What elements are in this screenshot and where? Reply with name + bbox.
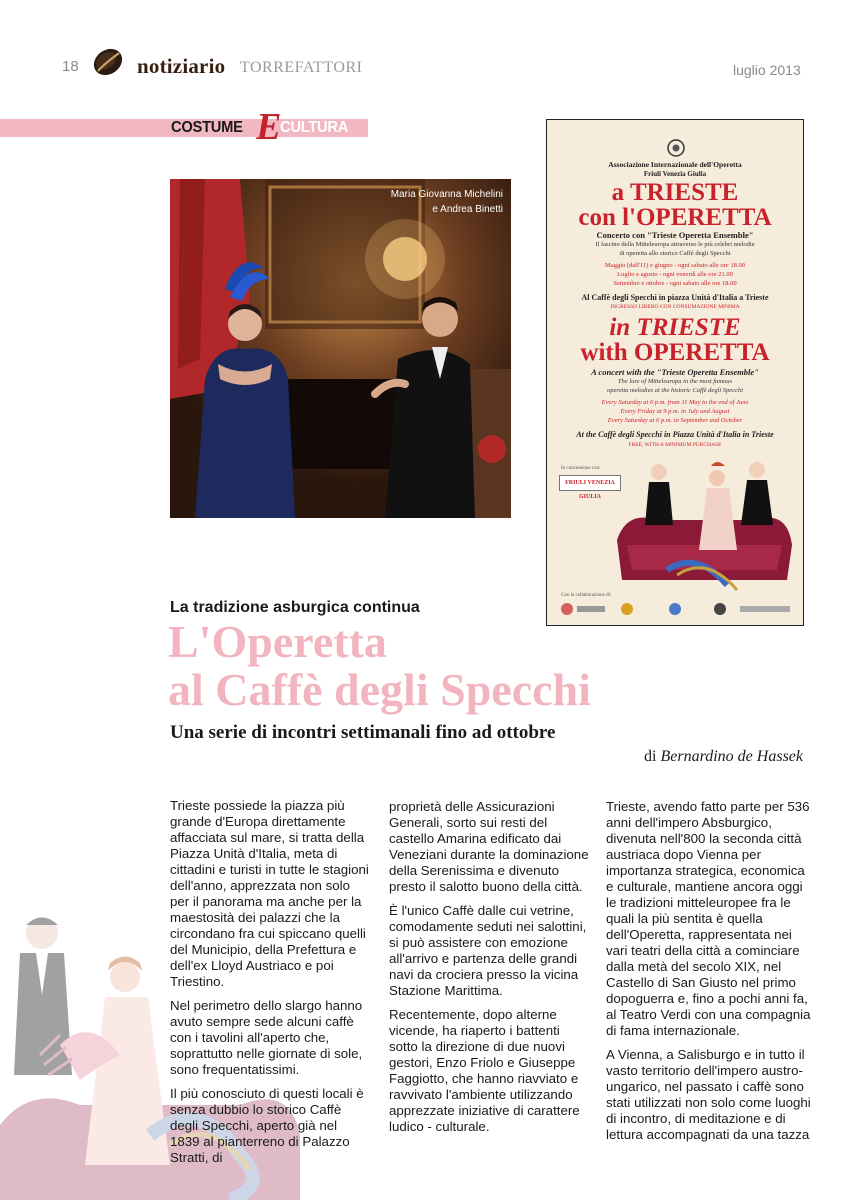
poster-it-text-2: di operetta allo storico Caffè degli Specchi: [619, 250, 731, 257]
poster-en-text-2: operetta melodies at the historic Caffè degli Specchi: [606, 387, 744, 394]
byline-author: Bernardino de Hassek: [660, 748, 803, 765]
singers-photo: [170, 179, 511, 518]
poster-en-title-1: in TRIESTE: [609, 314, 741, 341]
poster-art-deco-illustration: [607, 450, 797, 595]
byline-prefix: di: [644, 748, 657, 765]
poster-it-title-2: con l'OPERETTA: [578, 204, 772, 231]
poster-en-date-1: Every Saturday at 6 p.m. from 11 May to the end of June: [601, 399, 749, 406]
poster-region-logo: FRIULI VENEZIA GIULIA: [559, 475, 621, 491]
poster-it-title-1: a TRIESTE: [611, 179, 739, 206]
article-subtitle: Una serie di incontri settimanali fino ad ottobre: [170, 722, 556, 743]
caption-line-1: Maria Giovanna Michelini: [390, 189, 503, 200]
poster-it-location: Al Caffè degli Specchi in piazza Unità d'Italia a Trieste: [581, 293, 769, 302]
paragraph: Trieste, avendo fatto parte per 536 anni dell'impero Absburgico, divenuta nell'800 la seconda città austriaca dopo Vienna per importanza strategica, economica e culturale, mantiene ancora oggi le tradizioni mitteleuropee fra le quali la più sentita è quella dell'Operetta, rappresentata nei vari teatri della città a cominciare dalla metà del secolo XIX, nel Castello di San Giusto nel primo dopoguerra e, fino a pochi anni fa, al Teatro Verdi con una compagnia di fama internazionale.: [606, 799, 811, 1038]
article-title-line-2: al Caffè degli Specchi: [168, 664, 591, 715]
paragraph: Nel perimetro dello slargo hanno avuto sempre sede alcuni caffè con i tavolini all'aperto che, soprattutto nelle giornate di sole, sono frequentatissimi.: [170, 998, 363, 1077]
article-byline: [644, 748, 803, 766]
poster-en-entry: FREE, WITH A MINIMUM PURCHASE: [628, 442, 722, 448]
section-label-e: E: [256, 106, 282, 148]
poster-en-date-3: Every Saturday at 6 p.m. in September and October: [607, 417, 743, 424]
poster-en-text-1: The lure of Mitteleuropa in the most famous: [617, 378, 733, 385]
issue-date: luglio 2013: [733, 62, 801, 78]
photo-caption: [391, 187, 503, 217]
section-label-cultura: CULTURA: [280, 119, 349, 136]
paragraph: Recentemente, dopo alterne vicende, ha riaperto i battenti sotto la direzione di due nuovi gestori, Enzo Friolo e Giuseppe Faggiotto, che hanno riavviato e ravvivato l'ambiente utilizzando apprezzate iniziative di carattere ludico - culturale.: [389, 1007, 580, 1134]
page-number: 18: [62, 58, 79, 75]
article-title-line-1: L'Operetta: [168, 616, 387, 667]
article-column-1: [170, 798, 370, 1174]
poster-concession-label: In concessione con:: [561, 466, 601, 471]
paragraph: Il più conosciuto di questi locali è senza dubbio lo storico Caffè degli Specchi, aperto già nel 1839 al pianterreno di Palazzo Stratti, di: [170, 1086, 364, 1165]
article-kicker: La tradizione asburgica continua: [170, 599, 420, 616]
paragraph: A Vienna, a Salisburgo e in tutto il vasto territorio dell'impero austro-ungarico, nel passato i caffè sono stati utilizzati non solo come luoghi di incontro, di meditazione e di lettura accompagnati da una tazza: [606, 1047, 811, 1142]
coffee-bean-icon: [90, 46, 126, 78]
poster-sponsor-logos: [555, 600, 795, 618]
poster-it-date-3: Settembre e ottobre - ogni sabato alle ore 18.00: [613, 280, 737, 287]
poster-org-line-2: Friuli Venezia Giulia: [643, 170, 707, 178]
poster-en-date-2: Every Friday at 9 p.m. in July and August: [620, 408, 730, 415]
poster-en-location: At the Caffè degli Specchi in Piazza Unità d'Italia in Trieste: [576, 430, 774, 439]
caption-line-2: e Andrea Binetti: [432, 204, 503, 215]
poster-it-entry: INGRESSO LIBERO CON CONSUMAZIONE MINIMA: [610, 304, 740, 310]
article-column-3: [606, 799, 811, 1151]
paragraph: È l'unico Caffè dalle cui vetrine, comodamente seduti nei salottini, si può assistere con emozione all'arrivo e partenza delle grandi navi da crociera presso la vicina Stazione Marittima.: [389, 903, 587, 998]
paragraph: Trieste possiede la piazza più grande d'Europa direttamente affacciata sul mare, si tratta della Piazza Unità d'Italia, meta di cittadini e turisti in tutte le stagioni dell'anno, apprezzata non solo per il panorama ma anche per la maestosità dei palazzi che la circondano fra cui spiccano quelli del Municipio, della Prefettura e dell'ex Lloyd Austriaco e poi Triestino.: [170, 798, 369, 989]
article-column-2: [389, 799, 589, 1143]
brand-subtitle: TORREFATTORI: [240, 59, 363, 76]
paragraph: proprietà delle Assicurazioni Generali, sorto sui resti del castello Amarina edificato dai Veneziani durante la dominazione della Serenissima e divenuto presto il salotto buono della città.: [389, 799, 589, 894]
poster-collaboration-label: Con la collaborazione di:: [561, 593, 612, 598]
poster-org-line-1: Associazione Internazionale dell'Operetta: [608, 160, 742, 169]
event-poster: [546, 119, 804, 626]
poster-en-title-2: with OPERETTA: [580, 339, 770, 366]
poster-en-subtitle: A concert with the "Trieste Operetta Ensemble": [591, 367, 759, 377]
poster-it-subtitle: Concerto con "Trieste Operetta Ensemble": [596, 230, 754, 240]
poster-it-date-1: Maggio (dall'11) e giugno - ogni sabato alle ore 18.00: [605, 262, 745, 269]
section-label-costume: COSTUME: [171, 119, 243, 136]
poster-it-text-1: Il fascino della Mitteleuropa attraverso le più celebri melodie: [595, 241, 755, 248]
poster-it-date-2: Luglio e agosto - ogni venerdì alle ore 21.00: [617, 271, 733, 278]
brand-name: notiziario: [137, 54, 226, 78]
association-emblem-icon: [665, 138, 687, 158]
